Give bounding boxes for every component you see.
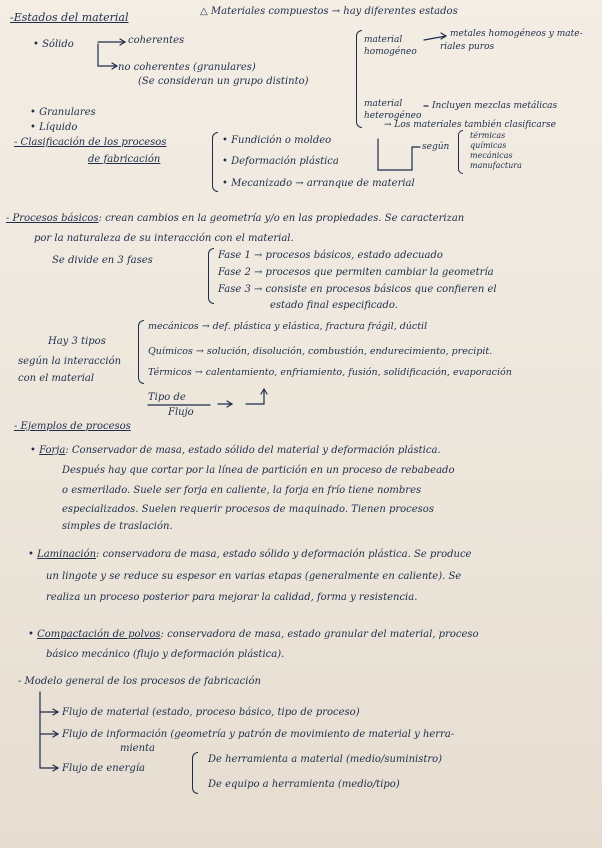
- segun-item: manufactura: [470, 161, 522, 170]
- energia-item-2: De equipo a herramienta (medio/tipo): [208, 779, 400, 790]
- section-title-ejemplos: - Ejemplos de procesos: [14, 421, 131, 432]
- label-material-heterogeneo: material heterogéneo: [364, 99, 422, 121]
- basicos-line-2: por la naturaleza de su interacción con el material.: [34, 233, 294, 244]
- fase-1: Fase 1 → procesos básicos, estado adecuado: [218, 250, 443, 261]
- desc-homogeneo-1: metales homogéneos y mate-: [450, 29, 583, 39]
- fases-intro: Se divide en 3 fases: [52, 255, 153, 266]
- clasificacion-item: • Mecanizado → arranque de material: [222, 178, 415, 189]
- fase-3: Fase 3 → consiste en procesos básicos que confieren el: [218, 284, 497, 295]
- tipos-label-1: Hay 3 tipos: [48, 336, 106, 347]
- compactacion-line-2: básico mecánico (flujo y deformación plástica).: [46, 649, 285, 660]
- fase-2: Fase 2 → procesos que permiten cambiar la geometría: [218, 267, 494, 278]
- desc-clasificarse: → Los materiales también clasificarse: [384, 120, 556, 130]
- section-title-clasificacion-2: de fabricación: [88, 154, 161, 165]
- laminacion-line-1: • Laminación: conservadora de masa, estado sólido y deformación plástica. Se produce: [28, 549, 472, 560]
- flujo-energia: Flujo de energía: [62, 763, 145, 774]
- segun-item: térmicas: [470, 131, 506, 140]
- estado-no-coherentes: no coherentes (granulares): [118, 62, 256, 73]
- forja-line-5: simples de traslación.: [62, 521, 173, 532]
- desc-homogeneo-2: riales puros: [440, 42, 495, 52]
- tipos-label-2: según la interacción: [18, 356, 122, 367]
- note-grupo-distinto: (Se consideran un grupo distinto): [138, 76, 309, 87]
- forja-line-3: o esmerilado. Suele ser forja en caliente, la forja en frío tiene nombres: [62, 485, 422, 496]
- flujo-material: Flujo de material (estado, proceso básico, tipo de proceso): [62, 707, 360, 718]
- clasificacion-item: • Deformación plástica: [222, 156, 339, 167]
- energia-item-1: De herramienta a material (medio/suministro): [208, 754, 443, 765]
- tipo-termicos: Térmicos → calentamiento, enfriamiento, fusión, solidificación, evaporación: [148, 367, 512, 378]
- laminacion-line-2: un lingote y se reduce su espesor en varias etapas (generalmente en caliente). Se: [46, 571, 462, 582]
- laminacion-line-3: realiza un proceso posterior para mejorar la calidad, forma y resistencia.: [46, 592, 418, 603]
- flujo-label: Flujo: [168, 407, 194, 418]
- tipo-mecanicos: mecánicos → def. plástica y elástica, fractura frágil, dúctil: [148, 321, 428, 332]
- label-material-homogeneo: material homogéneo: [364, 35, 417, 57]
- forja-line-2: Después hay que cortar por la línea de partición en un proceso de rebabeado: [62, 465, 455, 476]
- clasificacion-item: • Fundición o moldeo: [222, 135, 332, 146]
- flujo-informacion-1: Flujo de información (geometría y patrón de movimiento de material y herra-: [62, 729, 455, 740]
- flujo-informacion-2: mienta: [120, 743, 156, 754]
- note-materiales-compuestos: △ Materiales compuestos → hay diferentes estados: [200, 6, 458, 17]
- section-title-modelo: - Modelo general de los procesos de fabricación: [18, 676, 261, 687]
- segun-item: químicas: [470, 141, 507, 150]
- tipo-de-label: Tipo de: [148, 392, 186, 403]
- desc-heterogeneo: Incluyen mezclas metálicas: [432, 101, 558, 111]
- forja-line-1: • Forja: Conservador de masa, estado sólido del material y deformación plástica.: [30, 445, 441, 456]
- compactacion-line-1: • Compactación de polvos: conservadora de masa, estado granular del material, proceso: [28, 629, 479, 640]
- tipos-label-3: con el material: [18, 373, 95, 384]
- estado-liquido: • Líquido: [30, 122, 78, 133]
- forja-line-4: especializados. Suelen requerir procesos de maquinado. Tienen procesos: [62, 504, 434, 515]
- estado-coherentes: coherentes: [128, 35, 185, 46]
- estado-granulares: • Granulares: [30, 107, 96, 118]
- basicos-definition: : crean cambios en la geometría y/o en las propiedades. Se caracterizan: [98, 213, 465, 224]
- section-title-clasificacion: - Clasificación de los procesos: [14, 137, 167, 148]
- label-segun: según: [422, 142, 450, 152]
- section-title-estados: -Estados del material: [10, 11, 129, 24]
- basicos-title: - Procesos básicos: [6, 213, 99, 224]
- estado-solido: • Sólido: [33, 39, 74, 50]
- fase-3b: estado final especificado.: [270, 300, 398, 311]
- tipo-quimicos: Químicos → solución, disolución, combustión, endurecimiento, precipit.: [148, 346, 493, 357]
- segun-item: mecánicas: [470, 151, 513, 160]
